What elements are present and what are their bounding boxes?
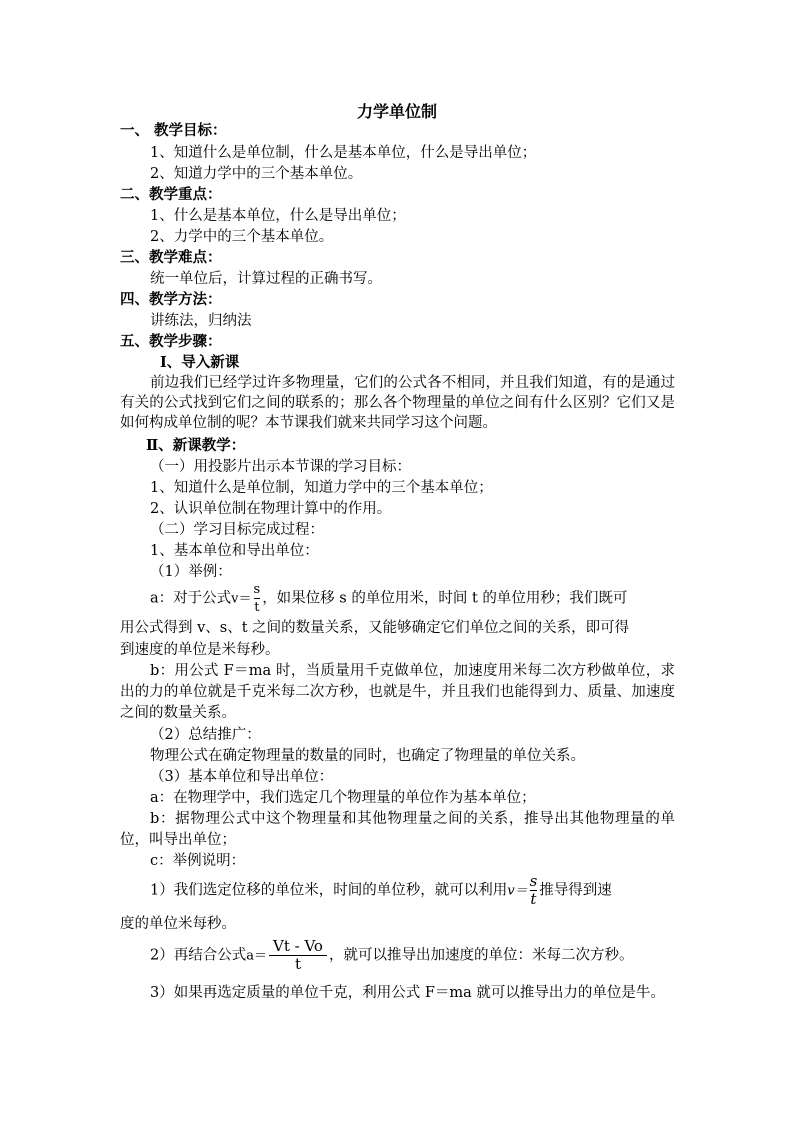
formula-lhs: v＝ (507, 883, 528, 899)
fraction-numerator: Vt - Vo (273, 937, 323, 955)
list-item: 统一单位后，计算过程的正确书写。 (150, 271, 382, 287)
list-item: 讲练法，归纳法 (150, 313, 252, 329)
fraction-denominator: t (254, 600, 260, 615)
text-span: 推导得到速 (539, 882, 612, 899)
paragraph: 前边我们已经学过许多物理量，它们的公式各不相同，并且我们知道，有的是通过有关的公式找到它们之间的联系的；那么各个物理量的单位之间有什么区别？它们又是如何构成单位制的呢？本节课我们就来共同学习这个问题。 (120, 375, 675, 431)
text-span: 2）再结合公式 (150, 947, 247, 964)
text-line: （1）举例： (150, 564, 232, 580)
text-span: a：对于公式 (150, 590, 232, 607)
subsection-heading: Ⅱ、新课教学： (146, 437, 246, 454)
text-line: 1、知道什么是单位制，知道力学中的三个基本单位； (150, 480, 493, 496)
page-title: 力学单位制 (356, 102, 437, 121)
paragraph: 3）如果再选定质量的单位千克，利用公式 F＝ma 就可以推导出力的单位是牛。 (150, 985, 665, 1001)
paragraph: b：据物理公式中这个物理量和其他物理量之间的关系，推导出其他物理量的单位，叫导出单位； (120, 811, 675, 848)
text-line: 物理公式在确定物理量的数量的同时，也确定了物理量的单位关系。 (150, 748, 585, 764)
text-span: 1）我们选定位移的单位米，时间的单位秒，就可以利用 (150, 882, 508, 899)
text-line: a：在物理学中，我们选定几个物理量的单位作为基本单位； (150, 790, 536, 806)
text-line: 1、基本单位和导出单位： (150, 543, 319, 559)
list-item: 2、力学中的三个基本单位。 (150, 229, 334, 245)
text-line: c：举例说明： (150, 853, 246, 869)
text-line (120, 640, 280, 660)
fraction-numerator: s (253, 582, 261, 597)
text-line: （2）总结推广： (150, 727, 261, 743)
text-line: （一）用投影片出示本节课的学习目标： (150, 459, 411, 475)
formula-lhs: a＝ (246, 948, 267, 964)
section-heading: 一、 教学目标： (120, 122, 227, 139)
fraction-bar (254, 598, 261, 599)
fraction-denominator: t (530, 890, 537, 908)
section-heading: 四、教学方法： (120, 291, 222, 308)
formula-line (150, 582, 627, 615)
text-span: ，就可以推导出加速度的单位：米每二次方秒。 (328, 947, 634, 964)
text-line: 度的单位米每秒。 (120, 916, 236, 932)
text-span: 到速度的单位是米每秒。 (120, 642, 280, 658)
fraction-denominator: t (294, 955, 301, 973)
section-heading: 三、教学难点： (120, 249, 222, 266)
text-line: （3）基本单位和导出单位： (150, 769, 334, 785)
paragraph: b：用公式 F＝ma 时，当质量用千克做单位，加速度用米每二次方秒做单位，求出的力的单位就是千克米每二次方秒，也就是牛，并且我们也能得到力、质量、加速度之间的数量关系。 (120, 663, 675, 721)
text-line: 2、认识单位制在物理计算中的作用。 (150, 501, 392, 517)
list-item: 1、知道什么是单位制，什么是基本单位，什么是导出单位； (150, 145, 537, 161)
section-heading: 五、教学步骤： (120, 333, 222, 350)
section-heading: 二、教学重点： (120, 186, 222, 203)
list-item: 1、什么是基本单位，什么是导出单位； (150, 208, 406, 224)
subsection-heading: Ⅰ、导入新课 (160, 354, 240, 371)
fraction (269, 939, 327, 972)
fraction (254, 582, 261, 615)
fraction-numerator: s (529, 872, 538, 890)
fraction (530, 874, 538, 907)
text-line (120, 618, 629, 638)
text-line: （二）学习目标完成过程： (150, 522, 324, 538)
text-span: ，如果位移 s 的单位用米，时间 t 的单位用秒；我们既可 (262, 590, 628, 607)
formula-lhs: v＝ (231, 591, 252, 607)
text-span: 用公式得到 v、s、t 之间的数量关系，又能够确定它们单位之间的关系，即可得 (120, 620, 630, 636)
list-item: 2、知道力学中的三个基本单位。 (150, 166, 363, 182)
formula-line (150, 874, 612, 907)
formula-line (150, 939, 633, 972)
